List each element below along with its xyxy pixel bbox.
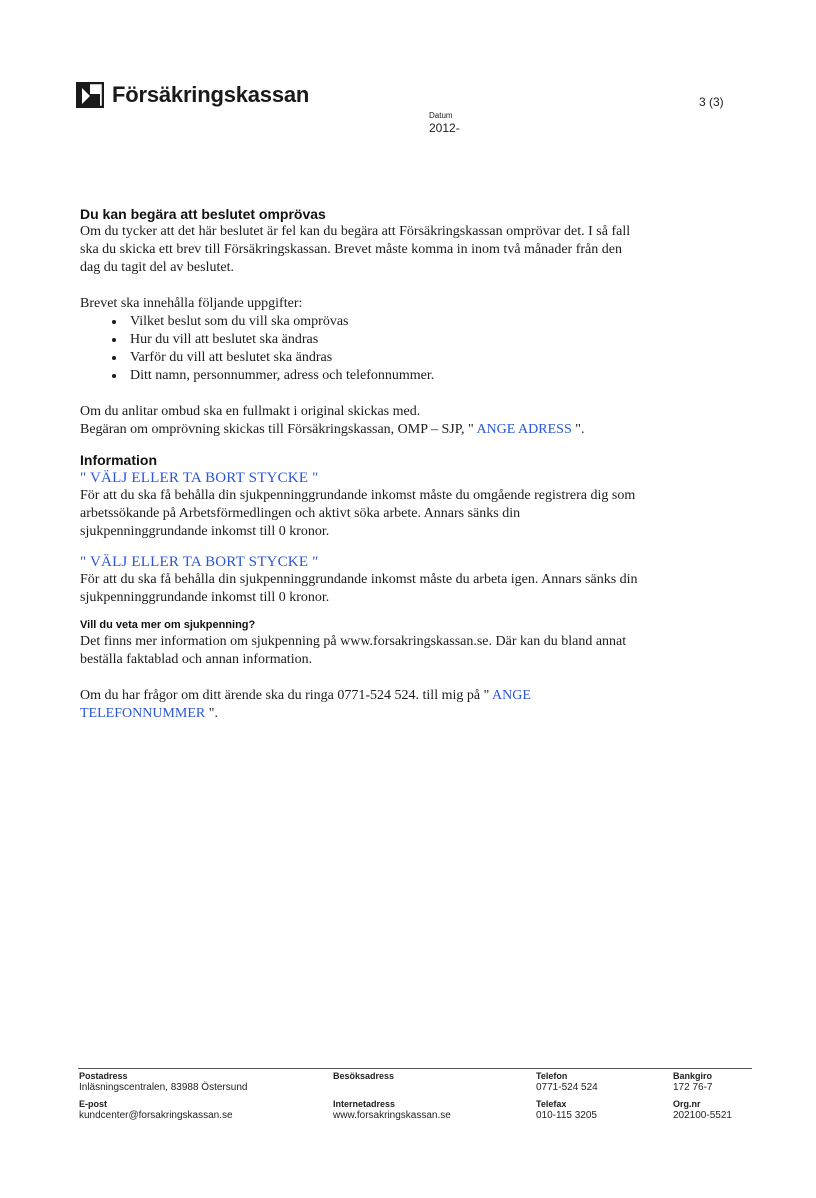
footer-column-phone: [536, 1071, 598, 1122]
besoksadress-label: Besöksadress: [333, 1071, 395, 1081]
contact-paragraph: [80, 687, 640, 723]
date-value: 2012-: [429, 121, 460, 135]
list-item: • Ditt namn, personnummer, adress och telefonnummer.: [126, 367, 640, 385]
section-heading-information: Information: [80, 452, 157, 468]
list-item: • Varför du vill att beslutet ska ändras: [126, 349, 640, 367]
date-label: Datum: [429, 111, 453, 120]
telefon-value: 0771-524 524: [536, 1082, 598, 1093]
list-item: • Hur du vill att beslutet ska ändras: [126, 331, 640, 349]
letter-body: [80, 205, 640, 723]
forsakringskassan-logo-icon: [76, 82, 104, 108]
choose-paragraph-placeholder-1[interactable]: " VÄLJ ELLER TA BORT STYCKE ": [80, 470, 319, 486]
internetadress-label: Internetadress: [333, 1099, 396, 1109]
bankgiro-value: 172 76-7: [673, 1082, 713, 1093]
telefon-label: Telefon: [536, 1071, 568, 1081]
information-paragraph-1: För att du ska få behålla din sjukpenninggrundande inkomst måste du omgående registrera dig som arbetssökande på Arbetsförmedlingen och aktivt söka arbete. Annars sänks din sjukpenninggrundande inkomst till 0 kronor.: [80, 488, 636, 539]
review-paragraph: Om du tycker att det här beslutet är fel kan du begära att Försäkringskassan omprövar det. I så fall ska du skicka ett brev till Försäkringskassan. Brevet måste komma in inom två månader från den dag du tagit del av beslutet.: [80, 224, 631, 275]
orgnr-value: 202100-5521: [673, 1110, 732, 1121]
page-number: 3 (3): [699, 95, 724, 109]
phone-placeholder[interactable]: ANGE TELEFONNUMMER: [80, 688, 531, 721]
section-heading-review: Du kan begära att beslutet omprövas: [80, 206, 326, 222]
footer-column-visit: [333, 1071, 451, 1122]
footer-column-postal: [79, 1071, 247, 1122]
footer-column-bank: [673, 1071, 732, 1122]
bankgiro-label: Bankgiro: [673, 1071, 713, 1081]
contact-text: Om du har frågor om ditt ärende ska du ringa 0771-524 524. till mig på ": [80, 688, 490, 703]
send-text: Begäran om omprövning skickas till Försäkringskassan, OMP – SJP, ": [80, 422, 474, 437]
choose-paragraph-placeholder-2[interactable]: " VÄLJ ELLER TA BORT STYCKE ": [80, 554, 319, 570]
contact-end: ".: [208, 706, 218, 721]
postadress-label: Postadress: [79, 1071, 128, 1081]
information-paragraph-2: För att du ska få behålla din sjukpenninggrundande inkomst måste du arbeta igen. Annars sänks din sjukpenninggrundande inkomst till 0 kronor.: [80, 572, 638, 605]
address-placeholder[interactable]: ANGE ADRESS: [476, 422, 572, 437]
section-heading-more-info: Vill du veta mer om sjukpenning?: [80, 619, 256, 631]
list-item: • Vilket beslut som du vill ska omprövas: [126, 313, 640, 331]
more-info-paragraph: Det finns mer information om sjukpenning på www.forsakringskassan.se. Där kan du bland annat beställa faktablad och annan information.: [80, 634, 627, 667]
orgnr-label: Org.nr: [673, 1099, 701, 1109]
proxy-paragraph: Om du anlitar ombud ska en fullmakt i original skickas med.: [80, 404, 421, 419]
brand-logo: [76, 82, 309, 108]
requirements-list: [80, 313, 640, 385]
telefax-label: Telefax: [536, 1099, 567, 1109]
brand-name: Försäkringskassan: [112, 82, 310, 107]
postadress-value: Inläsningscentralen, 83988 Östersund: [79, 1082, 248, 1093]
send-end: ".: [575, 422, 585, 437]
epost-value[interactable]: kundcenter@forsakringskassan.se: [79, 1110, 233, 1121]
telefax-value: 010-115 3205: [536, 1110, 597, 1121]
send-paragraph: [80, 421, 640, 439]
footer-divider: [78, 1068, 752, 1069]
internetadress-value[interactable]: www.forsakringskassan.se: [333, 1110, 451, 1121]
epost-label: E-post: [79, 1099, 107, 1109]
list-intro: Brevet ska innehålla följande uppgifter:: [80, 296, 303, 311]
